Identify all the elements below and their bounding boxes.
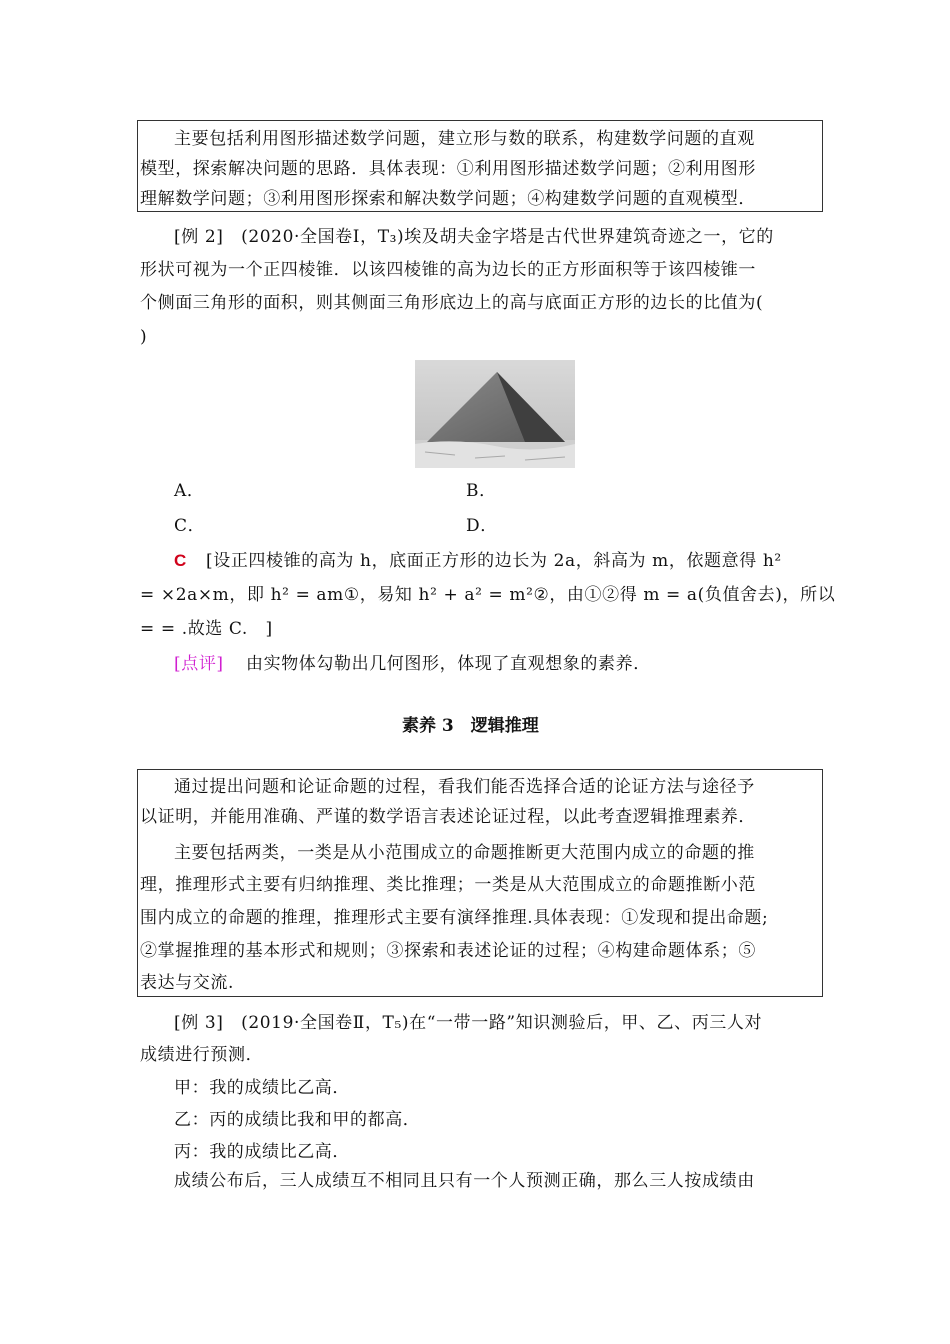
option-b: B． <box>466 481 497 501</box>
example3-line-1: [例 3] (2019·全国卷Ⅱ，T₅)在“一带一路”知识测验后，甲、乙、丙三人对 <box>174 1013 763 1033</box>
section-title: 素养 3 逻辑推理 <box>402 716 539 736</box>
example2-line-3: 个侧面三角形的面积，则其侧面三角形底边上的高与底面正方形的边长的比值为( <box>140 293 764 313</box>
example2-line-2: 形状可视为一个正四棱锥．以该四棱锥的高为边长的正方形面积等于该四棱锥一 <box>140 260 756 280</box>
answer-letter: C <box>174 551 187 570</box>
box2-line-7: 表达与交流. <box>140 973 235 993</box>
comment-text: 由实物体勾勒出几何图形，体现了直观想象的素养． <box>246 654 651 674</box>
solution-line-2: = ×2a×m，即 h² = am①，易知 h² + a² = m²②，由①②得 m = a(负值舍去)，所以 <box>140 585 836 605</box>
solution-line-1: [设正四棱锥的高为 h，底面正方形的边长为 2a，斜高为 m，依题意得 h² <box>206 551 782 571</box>
box1-line-1: 主要包括利用图形描述数学问题，建立形与数的联系，构建数学问题的直观 <box>174 129 755 149</box>
prediction-jia: 甲：我的成绩比乙高． <box>174 1078 350 1098</box>
example3-last-line: 成绩公布后，三人成绩互不相同且只有一个人预测正确，那么三人按成绩由 <box>174 1171 755 1191</box>
box2-line-2: 以证明，并能用准确、严谨的数学语言表述论证过程，以此考查逻辑推理素养． <box>140 807 756 827</box>
box1-line-2: 模型，探索解决问题的思路．具体表现：①利用图形描述数学问题；②利用图形 <box>140 159 756 179</box>
box2-line-5: 围内成立的命题的推理，推理形式主要有演绎推理.具体表现：①发现和提出命题; <box>140 908 769 928</box>
prediction-yi: 乙：丙的成绩比我和甲的都高． <box>174 1110 421 1130</box>
box1-line-3: 理解数学问题；③利用图形探索和解决数学问题；④构建数学问题的直观模型． <box>140 189 756 209</box>
box2-line-4: 理，推理形式主要有归纳推理、类比推理；一类是从大范围成立的命题推断小范 <box>140 875 756 895</box>
example3-line-2: 成绩进行预测． <box>140 1045 264 1065</box>
box2-line-6: ②掌握推理的基本形式和规则；③探索和表述论证的过程；④构建命题体系；⑤ <box>140 941 756 961</box>
example2-line-4: ) <box>140 327 148 347</box>
prediction-bing: 丙：我的成绩比乙高． <box>174 1142 350 1162</box>
option-a: A． <box>174 481 205 501</box>
pyramid-image <box>415 360 575 468</box>
option-c: C． <box>174 516 206 536</box>
solution-line-3: = = .故选 C. ] <box>140 619 273 639</box>
box2-line-1: 通过提出问题和论证命题的过程，看我们能否选择合适的论证方法与途径予 <box>174 777 755 797</box>
option-d: D． <box>466 516 498 536</box>
comment-tag: [点评] <box>174 654 224 674</box>
box2-line-3: 主要包括两类，一类是从小范围成立的命题推断更大范围内成立的命题的推 <box>174 843 755 863</box>
example2-line-1: [例 2] (2020·全国卷Ⅰ，T₃)埃及胡夫金字塔是古代世界建筑奇迹之一，它的 <box>174 227 774 247</box>
